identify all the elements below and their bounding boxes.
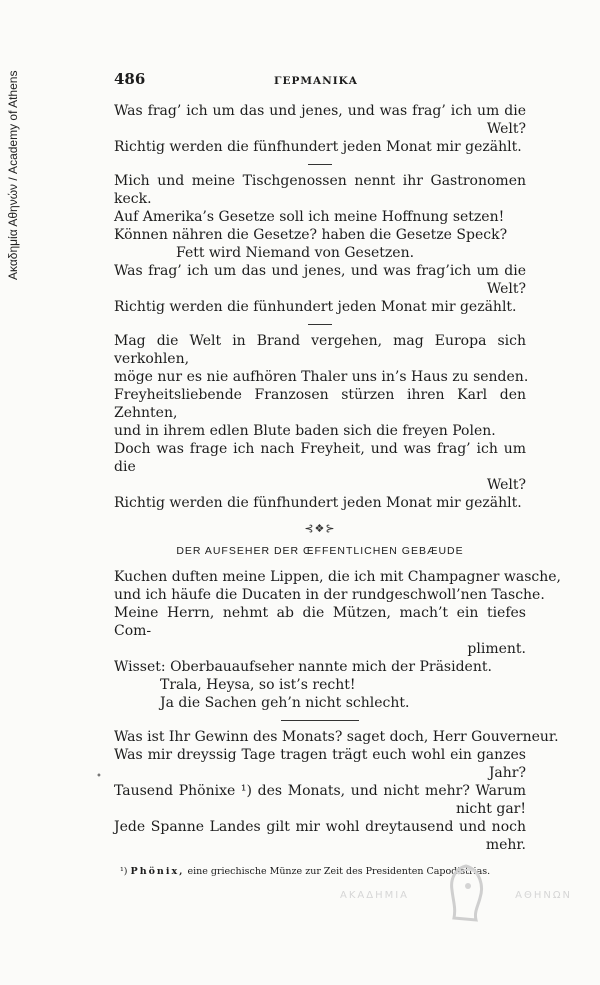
section-ornament: ⊰❖⊱	[304, 522, 336, 535]
verse-line: Kuchen duften meine Lippen, die ich mit Champagner wasche,	[114, 569, 561, 585]
verse-line-overflow: Welt?	[486, 477, 526, 493]
refrain-line: Trala, Heysa, so ist’s recht!	[160, 677, 356, 693]
verse-line: Was frag’ ich um das und jenes, und was frag’ ich um die	[114, 103, 526, 119]
verse-line: Richtig werden die fünfhundert jeden Monat mir gezählt.	[114, 495, 522, 511]
verse-line: Fett wird Niemand von Gesetzen.	[176, 245, 415, 261]
verse-line: Was mir dreyssig Tage tragen trägt euch wohl ein ganzes	[114, 747, 526, 763]
verse-line: Was frag’ ich um das und jenes, und was frag’ich um die	[114, 263, 526, 279]
page-number: 486	[114, 70, 146, 88]
section-title: DER AUFSEHER DER ŒFFENTLICHEN GEBÆUDE	[176, 545, 464, 557]
verse-line: Können nähren die Gesetze? haben die Gesetze Speck?	[114, 227, 508, 243]
verse-line: Richtig werden die fünhundert jeden Monat mir gezählt.	[114, 299, 517, 315]
stanza-divider	[281, 720, 359, 721]
stanza-divider	[308, 164, 332, 165]
verse-line-overflow: Welt?	[486, 121, 526, 137]
athena-head-icon	[442, 862, 490, 926]
verse-line: und ich häufe die Ducaten in der rundgeschwoll’nen Tasche.	[114, 587, 545, 603]
verse-line: Was ist Ihr Gewinn des Monats? saget doch, Herr Gouverneur.	[114, 729, 559, 745]
verse-line-overflow: Welt?	[486, 281, 526, 297]
book-page	[114, 70, 561, 878]
verse-line: Meine Herrn, nehmt ab die Mützen, mach’t ein tiefes Com-	[114, 605, 526, 639]
verse-line-overflow: pliment.	[467, 641, 526, 657]
verse-line: Jede Spanne Landes gilt mir wohl dreytausend und noch	[114, 819, 526, 835]
verse-line: Mag die Welt in Brand vergehen, mag Europa sich verkohlen,	[114, 333, 526, 367]
verse-line: möge nur es nie aufhören Thaler uns in’s Haus zu senden.	[114, 369, 529, 385]
verse-line: Mich und meine Tischgenossen nennt ihr Gastronomen keck.	[114, 173, 526, 207]
archive-watermark: Ακαδημία Αθηνών / Academy of Athens	[6, 70, 20, 280]
margin-mark: •	[96, 771, 102, 782]
verse-line: Doch was frage ich nach Freyheit, und was frag’ ich um die	[114, 441, 526, 475]
stanza-2	[114, 172, 526, 316]
stanza-3	[114, 332, 529, 512]
stamp-text-left: ΑΚΑΔΗΜΙΑ	[340, 890, 410, 901]
footnote-text: eine griechische Münze zur Zeit des Presidenten Capodistrias.	[187, 866, 491, 877]
verse-line: Tausend Phönixe ¹) des Monats, und nicht mehr? Warum	[114, 783, 526, 799]
verse-line: und in ihrem edlen Blute baden sich die freyen Polen.	[114, 423, 496, 439]
refrain-line: Ja die Sachen geh’n nicht schlecht.	[160, 695, 410, 711]
verse-line: Richtig werden die fünfhundert jeden Monat mir gezählt.	[114, 139, 522, 155]
verse-line-overflow: Jahr?	[488, 765, 526, 781]
stanza-divider	[308, 324, 332, 325]
verse-line-overflow: nicht gar!	[455, 801, 526, 817]
verse-line: Wisset: Oberbauaufseher nannte mich der Präsident.	[114, 659, 492, 675]
stanza-1	[114, 102, 526, 156]
stanza-4	[114, 568, 561, 712]
stanza-5	[114, 728, 559, 854]
running-title: ΓΕΡΜΑΝΙΚΑ	[274, 75, 358, 87]
verse-line: Auf Amerika’s Gesetze soll ich meine Hoffnung setzen!	[114, 209, 505, 225]
page-header	[114, 70, 526, 92]
verse-line-overflow: mehr.	[485, 837, 526, 853]
stamp-text-right: ΑΘΗΝΩΝ	[515, 890, 572, 901]
footnote-marker: ¹)	[120, 866, 128, 877]
footnote-term: Phönix,	[130, 866, 185, 877]
library-stamp	[340, 862, 572, 932]
verse-line: Freyheitsliebende Franzosen stürzen ihren Karl den Zehnten,	[114, 387, 526, 421]
